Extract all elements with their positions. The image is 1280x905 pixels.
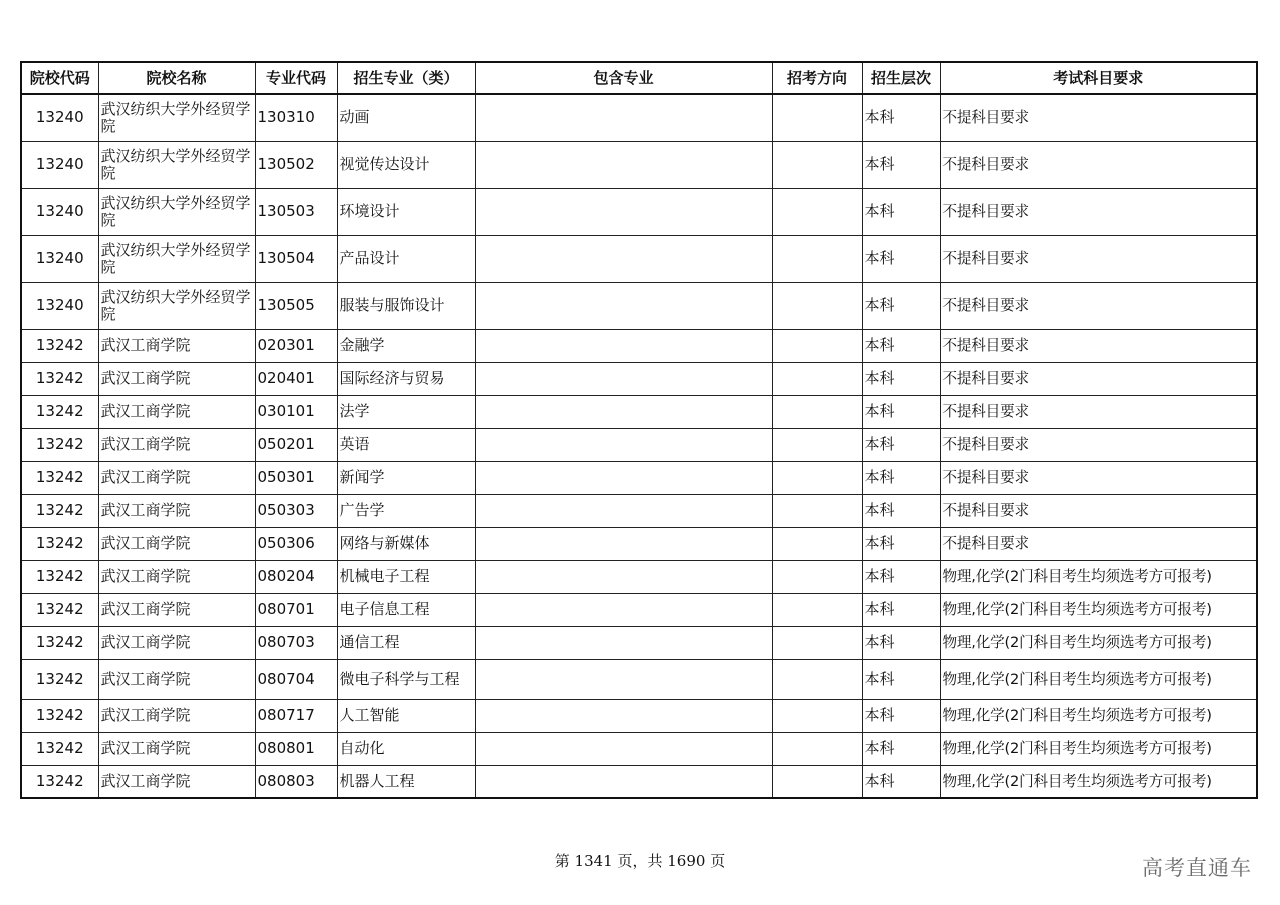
cell-level: 本科 — [862, 188, 940, 235]
cell-major-code: 080801 — [255, 732, 337, 765]
table-row — [21, 527, 1257, 560]
table-row — [21, 235, 1257, 282]
cell-level: 本科 — [862, 461, 940, 494]
cell-subject-requirement: 物理,化学(2门科目考生均须选考方可报考) — [940, 593, 1257, 626]
cell-direction — [772, 593, 862, 626]
cell-school-code: 13242 — [21, 362, 98, 395]
cell-level: 本科 — [862, 141, 940, 188]
cell-school-name: 武汉工商学院 — [98, 395, 255, 428]
cell-subject-requirement: 不提科目要求 — [940, 235, 1257, 282]
cell-major: 通信工程 — [337, 626, 475, 659]
cell-major: 机器人工程 — [337, 765, 475, 798]
cell-school-name: 武汉工商学院 — [98, 765, 255, 798]
cell-school-name: 武汉工商学院 — [98, 732, 255, 765]
cell-subject-requirement: 物理,化学(2门科目考生均须选考方可报考) — [940, 626, 1257, 659]
header-row — [21, 62, 1257, 94]
cell-direction — [772, 494, 862, 527]
cell-included-majors — [475, 732, 772, 765]
cell-school-code: 13240 — [21, 94, 98, 141]
cell-level: 本科 — [862, 428, 940, 461]
cell-included-majors — [475, 699, 772, 732]
cell-included-majors — [475, 461, 772, 494]
cell-subject-requirement: 不提科目要求 — [940, 94, 1257, 141]
cell-subject-requirement: 不提科目要求 — [940, 395, 1257, 428]
cell-major-code: 080703 — [255, 626, 337, 659]
cell-school-code: 13240 — [21, 141, 98, 188]
cell-level: 本科 — [862, 94, 940, 141]
cell-major-code: 050306 — [255, 527, 337, 560]
cell-major: 法学 — [337, 395, 475, 428]
cell-included-majors — [475, 428, 772, 461]
cell-subject-requirement: 物理,化学(2门科目考生均须选考方可报考) — [940, 732, 1257, 765]
cell-direction — [772, 765, 862, 798]
cell-subject-requirement: 不提科目要求 — [940, 282, 1257, 329]
cell-included-majors — [475, 395, 772, 428]
cell-major-code: 130504 — [255, 235, 337, 282]
header-school-code: 院校代码 — [21, 62, 98, 94]
cell-level: 本科 — [862, 699, 940, 732]
cell-school-name: 武汉纺织大学外经贸学院 — [98, 282, 255, 329]
cell-level: 本科 — [862, 282, 940, 329]
cell-major-code: 050303 — [255, 494, 337, 527]
cell-level: 本科 — [862, 626, 940, 659]
table-row — [21, 732, 1257, 765]
cell-school-code: 13242 — [21, 593, 98, 626]
cell-level: 本科 — [862, 494, 940, 527]
cell-major: 环境设计 — [337, 188, 475, 235]
cell-included-majors — [475, 329, 772, 362]
cell-major-code: 020301 — [255, 329, 337, 362]
table-row — [21, 494, 1257, 527]
cell-level: 本科 — [862, 362, 940, 395]
cell-major-code: 080701 — [255, 593, 337, 626]
cell-subject-requirement: 不提科目要求 — [940, 494, 1257, 527]
table-row — [21, 362, 1257, 395]
cell-school-code: 13240 — [21, 282, 98, 329]
cell-level: 本科 — [862, 329, 940, 362]
table-row — [21, 560, 1257, 593]
cell-major-code: 080803 — [255, 765, 337, 798]
cell-major-code: 050201 — [255, 428, 337, 461]
header-school-name: 院校名称 — [98, 62, 255, 94]
table-row — [21, 329, 1257, 362]
cell-subject-requirement: 不提科目要求 — [940, 329, 1257, 362]
cell-direction — [772, 560, 862, 593]
cell-direction — [772, 329, 862, 362]
cell-direction — [772, 659, 862, 699]
cell-direction — [772, 141, 862, 188]
cell-school-name: 武汉纺织大学外经贸学院 — [98, 235, 255, 282]
cell-major-code: 130503 — [255, 188, 337, 235]
cell-school-code: 13240 — [21, 188, 98, 235]
cell-school-code: 13242 — [21, 527, 98, 560]
cell-school-code: 13242 — [21, 659, 98, 699]
cell-subject-requirement: 不提科目要求 — [940, 527, 1257, 560]
table-row — [21, 593, 1257, 626]
cell-level: 本科 — [862, 235, 940, 282]
table-row — [21, 428, 1257, 461]
cell-included-majors — [475, 659, 772, 699]
cell-major-code: 130310 — [255, 94, 337, 141]
cell-included-majors — [475, 282, 772, 329]
cell-subject-requirement: 不提科目要求 — [940, 461, 1257, 494]
table-row — [21, 141, 1257, 188]
cell-direction — [772, 461, 862, 494]
cell-subject-requirement: 物理,化学(2门科目考生均须选考方可报考) — [940, 560, 1257, 593]
cell-school-name: 武汉工商学院 — [98, 699, 255, 732]
cell-included-majors — [475, 527, 772, 560]
cell-school-name: 武汉工商学院 — [98, 362, 255, 395]
cell-school-name: 武汉工商学院 — [98, 428, 255, 461]
header-included-majors: 包含专业 — [475, 62, 772, 94]
cell-subject-requirement: 不提科目要求 — [940, 362, 1257, 395]
cell-level: 本科 — [862, 659, 940, 699]
cell-major: 电子信息工程 — [337, 593, 475, 626]
cell-direction — [772, 428, 862, 461]
page-number: 第 1341 页，共 1690 页 — [554, 852, 726, 870]
cell-school-name: 武汉工商学院 — [98, 560, 255, 593]
cell-major: 人工智能 — [337, 699, 475, 732]
header-level: 招生层次 — [862, 62, 940, 94]
cell-level: 本科 — [862, 527, 940, 560]
table-row — [21, 461, 1257, 494]
table-row — [21, 699, 1257, 732]
cell-included-majors — [475, 560, 772, 593]
cell-included-majors — [475, 188, 772, 235]
cell-school-code: 13242 — [21, 329, 98, 362]
cell-school-name: 武汉工商学院 — [98, 329, 255, 362]
cell-subject-requirement: 不提科目要求 — [940, 428, 1257, 461]
cell-major: 英语 — [337, 428, 475, 461]
cell-school-name: 武汉工商学院 — [98, 626, 255, 659]
cell-school-code: 13242 — [21, 560, 98, 593]
cell-major: 自动化 — [337, 732, 475, 765]
cell-subject-requirement: 物理,化学(2门科目考生均须选考方可报考) — [940, 659, 1257, 699]
table-row — [21, 626, 1257, 659]
cell-school-code: 13242 — [21, 626, 98, 659]
cell-major: 微电子科学与工程 — [337, 659, 475, 699]
admissions-table — [20, 61, 1258, 799]
cell-school-name: 武汉纺织大学外经贸学院 — [98, 188, 255, 235]
cell-major-code: 030101 — [255, 395, 337, 428]
cell-major: 新闻学 — [337, 461, 475, 494]
header-direction: 招考方向 — [772, 62, 862, 94]
cell-school-name: 武汉工商学院 — [98, 593, 255, 626]
cell-major: 金融学 — [337, 329, 475, 362]
cell-major-code: 050301 — [255, 461, 337, 494]
cell-direction — [772, 282, 862, 329]
table-row — [21, 188, 1257, 235]
header-major-code: 专业代码 — [255, 62, 337, 94]
cell-level: 本科 — [862, 560, 940, 593]
cell-included-majors — [475, 765, 772, 798]
watermark-logo-text: 高考直通车 — [1142, 856, 1252, 880]
cell-major: 国际经济与贸易 — [337, 362, 475, 395]
cell-subject-requirement: 物理,化学(2门科目考生均须选考方可报考) — [940, 699, 1257, 732]
cell-subject-requirement: 物理,化学(2门科目考生均须选考方可报考) — [940, 765, 1257, 798]
header-subject-requirement: 考试科目要求 — [940, 62, 1257, 94]
cell-direction — [772, 188, 862, 235]
cell-major: 视觉传达设计 — [337, 141, 475, 188]
cell-school-code: 13242 — [21, 699, 98, 732]
cell-major: 动画 — [337, 94, 475, 141]
cell-subject-requirement: 不提科目要求 — [940, 141, 1257, 188]
cell-major-code: 020401 — [255, 362, 337, 395]
cell-school-code: 13240 — [21, 235, 98, 282]
cell-included-majors — [475, 626, 772, 659]
cell-included-majors — [475, 593, 772, 626]
table-row — [21, 395, 1257, 428]
cell-major-code: 080717 — [255, 699, 337, 732]
cell-included-majors — [475, 141, 772, 188]
cell-major: 机械电子工程 — [337, 560, 475, 593]
cell-major: 网络与新媒体 — [337, 527, 475, 560]
table-row — [21, 659, 1257, 699]
cell-school-code: 13242 — [21, 461, 98, 494]
cell-school-code: 13242 — [21, 732, 98, 765]
table-row — [21, 765, 1257, 798]
cell-included-majors — [475, 94, 772, 141]
cell-school-code: 13242 — [21, 428, 98, 461]
cell-major-code: 130502 — [255, 141, 337, 188]
cell-included-majors — [475, 362, 772, 395]
cell-major-code: 130505 — [255, 282, 337, 329]
cell-level: 本科 — [862, 593, 940, 626]
header-major: 招生专业（类） — [337, 62, 475, 94]
cell-included-majors — [475, 494, 772, 527]
cell-school-code: 13242 — [21, 395, 98, 428]
cell-school-name: 武汉工商学院 — [98, 494, 255, 527]
cell-direction — [772, 94, 862, 141]
cell-school-name: 武汉纺织大学外经贸学院 — [98, 141, 255, 188]
cell-direction — [772, 732, 862, 765]
cell-major: 广告学 — [337, 494, 475, 527]
cell-school-code: 13242 — [21, 765, 98, 798]
cell-school-name: 武汉工商学院 — [98, 461, 255, 494]
cell-level: 本科 — [862, 765, 940, 798]
cell-subject-requirement: 不提科目要求 — [940, 188, 1257, 235]
cell-school-code: 13242 — [21, 494, 98, 527]
cell-included-majors — [475, 235, 772, 282]
table-row — [21, 282, 1257, 329]
cell-direction — [772, 362, 862, 395]
cell-major: 服装与服饰设计 — [337, 282, 475, 329]
cell-major-code: 080704 — [255, 659, 337, 699]
cell-direction — [772, 235, 862, 282]
cell-direction — [772, 527, 862, 560]
cell-school-name: 武汉工商学院 — [98, 527, 255, 560]
cell-direction — [772, 626, 862, 659]
cell-school-name: 武汉工商学院 — [98, 659, 255, 699]
cell-level: 本科 — [862, 732, 940, 765]
cell-school-name: 武汉纺织大学外经贸学院 — [98, 94, 255, 141]
cell-level: 本科 — [862, 395, 940, 428]
cell-major-code: 080204 — [255, 560, 337, 593]
cell-major: 产品设计 — [337, 235, 475, 282]
cell-direction — [772, 395, 862, 428]
table-body — [21, 94, 1257, 798]
cell-direction — [772, 699, 862, 732]
table-row — [21, 94, 1257, 141]
